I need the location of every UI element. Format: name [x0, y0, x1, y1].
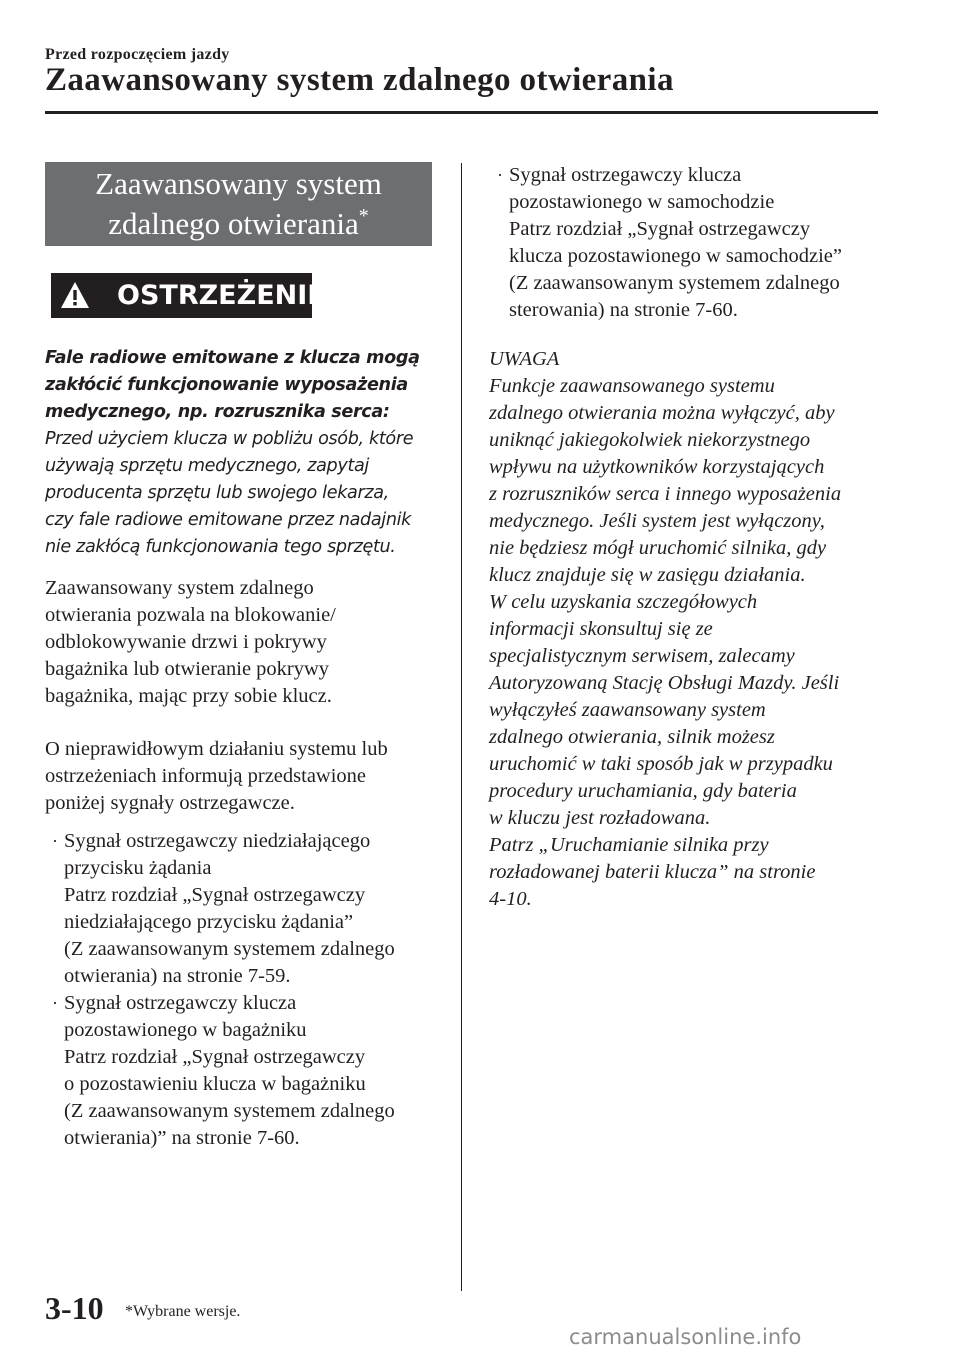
note-line: zdalnego otwierania można wyłączyć, aby [489, 402, 835, 424]
bullet-line: Sygnał ostrzegawczy niedziałającego [64, 830, 371, 852]
warning-body [45, 426, 413, 561]
note-line: wpływu na użytkowników korzystających [489, 456, 825, 478]
bullet-item [497, 162, 843, 324]
bullet-line: sterowania) na stronie 7-60. [509, 299, 738, 321]
note-line: Autoryzowaną Stację Obsługi Mazdy. Jeśli [489, 672, 840, 694]
intro-line: odblokowywanie drzwi i pokrywy [45, 631, 327, 653]
note-line: uruchomić w taki sposób jak w przypadku [489, 753, 833, 775]
optional-equipment-asterisk: * [358, 205, 369, 227]
page-number: 3-10 [45, 1290, 104, 1326]
bullet-line: o pozostawieniu klucza w bagażniku [64, 1073, 366, 1095]
footnote: *Wybrane wersje. [125, 1303, 241, 1320]
bullet-line: pozostawionego w samochodzie [509, 191, 775, 213]
note-line: zdalnego otwierania, silnik możesz [489, 726, 775, 748]
bullet-line: Patrz rozdział „Sygnał ostrzegawczy [64, 884, 366, 906]
bullet-line: (Z zaawansowanym systemem zdalnego [64, 938, 395, 960]
bullet-line: Patrz rozdział „Sygnał ostrzegawczy [509, 218, 811, 240]
bullet-line: (Z zaawansowanym systemem zdalnego [509, 272, 840, 294]
note-title: UWAGA [489, 348, 560, 370]
intro-line: otwierania pozwala na blokowanie/ [45, 604, 336, 626]
bullet-line: przycisku żądania [64, 857, 212, 879]
intro-line: O nieprawidłowym działaniu systemu lub [45, 738, 388, 760]
note-line: informacji skonsultuj się ze [489, 618, 713, 640]
bullet-line: Patrz rozdział „Sygnał ostrzegawczy [64, 1046, 366, 1068]
section-title-box [45, 162, 432, 246]
warning-body-line: nie zakłócą funkcjonowania tego sprzętu. [45, 537, 396, 557]
note-line: w kluczu jest rozładowana. [489, 807, 711, 829]
note-block [489, 346, 841, 913]
bullet-line: (Z zaawansowanym systemem zdalnego [64, 1100, 395, 1122]
note-line: nie będziesz mógł uruchomić silnika, gdy [489, 537, 827, 559]
bullet-line: pozostawionego w bagażniku [64, 1019, 307, 1041]
warning-heading-line: Fale radiowe emitowane z klucza mogą [45, 348, 420, 368]
bullet-item [52, 828, 395, 990]
warning-heading-line: medycznego, np. rozrusznika serca: [45, 402, 390, 422]
note-line: wyłączyłeś zaawansowany system [489, 699, 766, 721]
section-label: Przed rozpoczęciem jazdy [45, 46, 230, 63]
note-line: 4-10. [489, 888, 532, 910]
note-line: Patrz „Uruchamianie silnika przy [489, 834, 769, 856]
bullet-line: klucza pozostawionego w samochodzie” [509, 245, 843, 267]
intro-line: bagażnika, mając przy sobie klucz. [45, 685, 332, 707]
note-line: procedury uruchamiania, gdy bateria [489, 780, 797, 802]
bullet-dot: · [52, 993, 58, 1013]
bullet-line: otwierania)” na stronie 7-60. [64, 1127, 300, 1149]
note-line: W celu uzyskania szczegółowych [489, 591, 758, 613]
bullet-item [52, 990, 395, 1152]
warning-body-line: używają sprzętu medycznego, zapytaj [45, 456, 369, 476]
bullet-line: Sygnał ostrzegawczy klucza [64, 992, 297, 1014]
warning-heading [45, 345, 420, 426]
intro-paragraph [45, 575, 336, 710]
bullet-dot: · [497, 165, 503, 185]
note-line: rozładowanej baterii klucza” na stronie [489, 861, 816, 883]
intro-paragraph-2 [45, 736, 388, 817]
bullet-line: otwierania) na stronie 7-59. [64, 965, 291, 987]
watermark: carmanualsonline.info [569, 1325, 802, 1349]
warning-triangle-icon [60, 281, 90, 309]
bullet-line: Sygnał ostrzegawczy klucza [509, 164, 742, 186]
column-divider [461, 163, 462, 1291]
note-line: z rozruszników serca i innego wyposażenia [489, 483, 842, 505]
bullet-line: niedziałającego przycisku żądania” [64, 911, 354, 933]
note-line: klucz znajduje się w zasięgu działania. [489, 564, 806, 586]
note-line: medycznego. Jeśli system jest wyłączony, [489, 510, 825, 532]
intro-line: bagażnika lub otwieranie pokrywy [45, 658, 330, 680]
intro-line: Zaawansowany system zdalnego [45, 577, 314, 599]
intro-line: poniżej sygnały ostrzegawcze. [45, 792, 295, 814]
warning-heading-line: zakłócić funkcjonowanie wyposażenia [45, 375, 408, 395]
note-line: Funkcje zaawansowanego systemu [489, 375, 775, 397]
page-header-title: Zaawansowany system zdalnego otwierania [45, 62, 674, 98]
section-title-line-1: Zaawansowany system [95, 166, 382, 201]
warning-body-line: producenta sprzętu lub swojego lekarza, [45, 483, 389, 503]
bullet-dot: · [52, 831, 58, 851]
intro-line: ostrzeżeniach informują przedstawione [45, 765, 367, 787]
warning-body-line: czy fale radiowe emitowane przez nadajnik [45, 510, 412, 530]
note-line: specjalistycznym serwisem, zalecamy [489, 645, 795, 667]
warning-body-line: Przed użyciem klucza w pobliżu osób, które [45, 429, 414, 449]
warning-badge: OSTRZEŻENIE [51, 273, 312, 318]
note-line: uniknąć jakiegokolwiek niekorzystnego [489, 429, 811, 451]
header-rule [45, 111, 878, 114]
section-title-line-2: zdalnego otwierania [108, 206, 359, 241]
